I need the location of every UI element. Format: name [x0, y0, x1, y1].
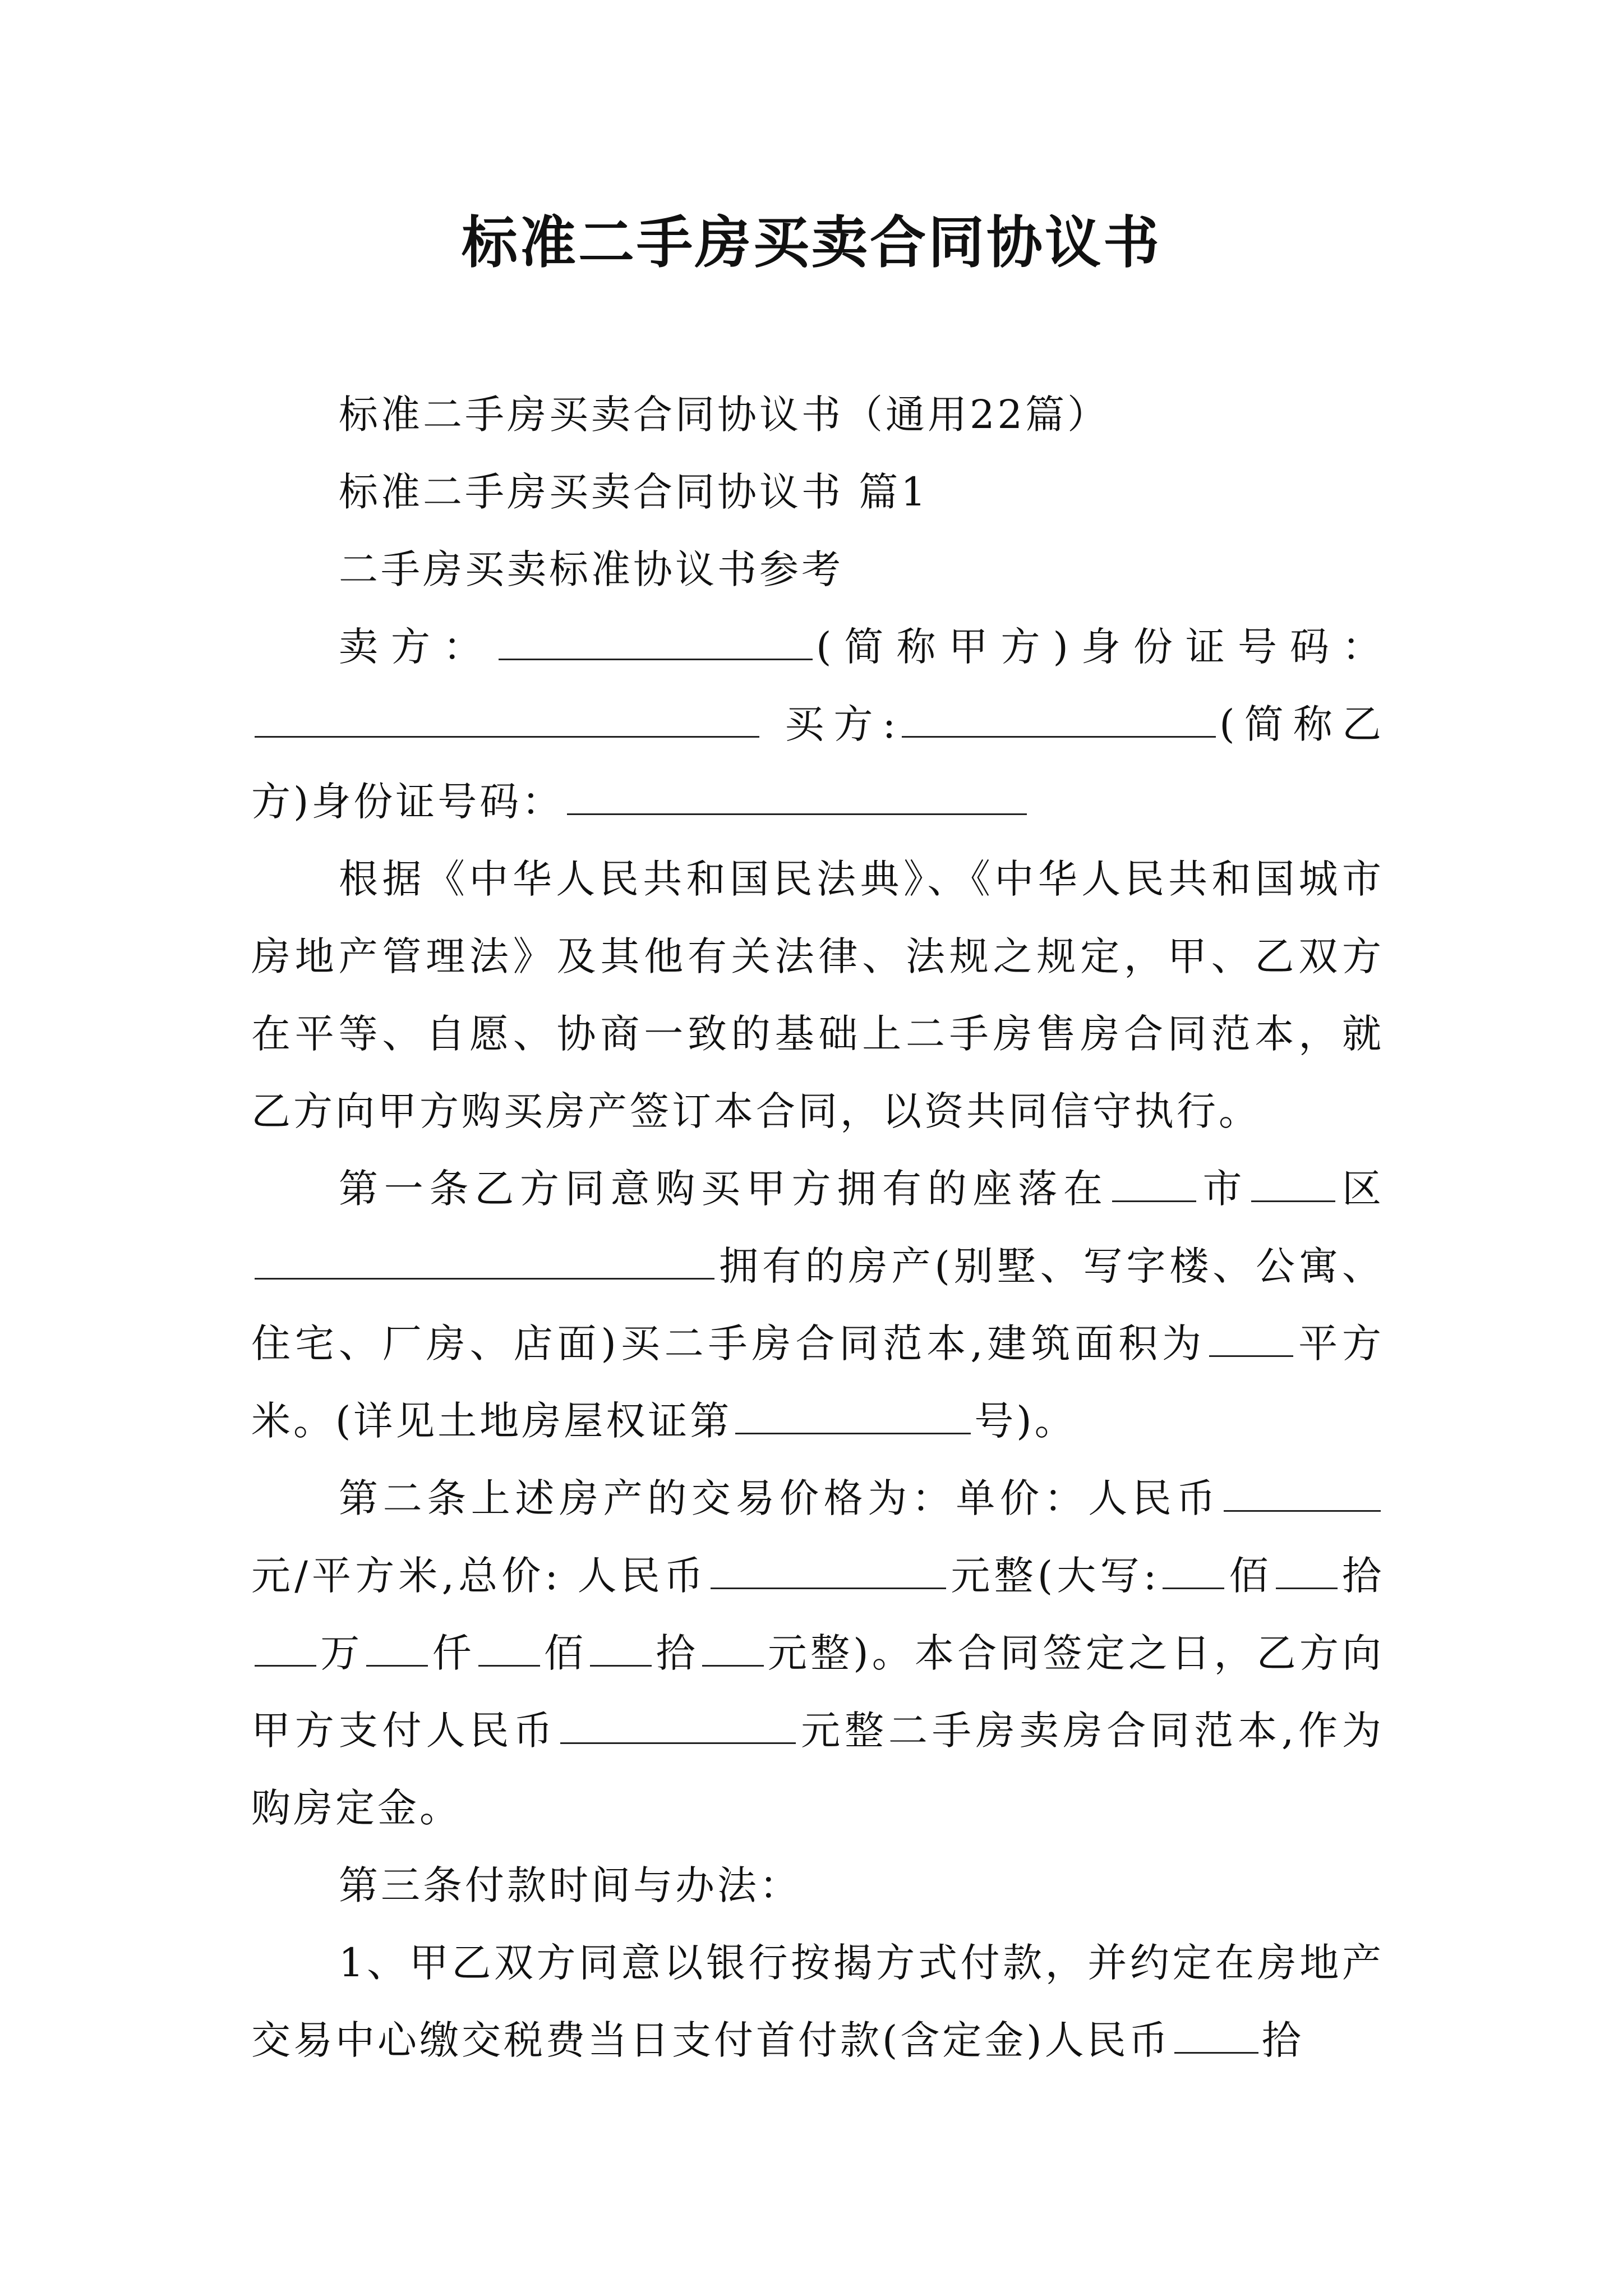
article-3-item-1 [251, 1924, 1384, 2079]
certificate-blank [735, 1400, 971, 1434]
unit-wan: 万 [320, 1630, 363, 1676]
art1-district: 区 [1339, 1166, 1384, 1212]
unit-price-blank [1224, 1478, 1381, 1512]
reference-line: 二手房买卖标准协议书参考 [339, 546, 843, 592]
art1-city: 市 [1199, 1166, 1248, 1212]
art1-text-b: 拥有的房产(别墅、写字楼、公寓、住宅、厂房、店面)买二手房合同范本,建筑面积为 [251, 1243, 1384, 1366]
bai-blank-2 [1276, 1555, 1338, 1589]
deposit-blank [560, 1710, 796, 1744]
document-title: 标准二手房买卖合同协议书 [462, 209, 1161, 275]
seller-label: 卖方： [339, 624, 496, 670]
id-label: 身份证号码： [311, 779, 564, 825]
parties-paragraph [251, 608, 1384, 840]
seller-blank [499, 626, 813, 660]
shi-blank [255, 1632, 316, 1667]
art2-text-c: 元整(大写: [949, 1553, 1160, 1599]
buyer-abbr: (简称乙方) [251, 701, 1384, 825]
article-3-heading: 第三条付款时间与办法： [339, 1862, 801, 1908]
bai-blank [1163, 1555, 1224, 1589]
unit-qian: 仟 [431, 1630, 475, 1676]
document-body [251, 376, 1384, 2079]
article-2 [251, 1460, 1384, 1847]
art3-item1-text: 1、甲乙双方同意以银行按揭方式付款，并约定在房地产交易中心缴交税费当日支付首付款(含定金)人民币 [251, 1940, 1384, 2063]
preamble-paragraph: 根据《中华人民共和国民法典》、《中华人民共和国城市房地产管理法》及其他有关法律、法规之规定，甲、乙双方在平等、自愿、协商一致的基础上二手房售房合同范本，就乙方向甲方购买房产签订本合同，以资共同信守执行。 [251, 856, 1384, 1134]
art3-item1-tail: 拾 [1261, 2017, 1304, 2063]
article-1 [251, 1150, 1384, 1460]
unit-shi: 拾 [1340, 1553, 1385, 1599]
seller-id-blank [255, 703, 759, 738]
buyer-id-blank [567, 781, 1027, 815]
city-blank [1112, 1168, 1196, 1202]
art2-text-a: 第二条上述房产的交易价格为：单价：人民币 [339, 1475, 1220, 1521]
unit-shi-2: 拾 [655, 1630, 699, 1676]
buyer-blank [902, 703, 1216, 738]
subtitle: 标准二手房买卖合同协议书（通用22篇） [339, 392, 1110, 438]
total-price-blank [711, 1555, 946, 1589]
art2-text-b: 元/平方米,总价: 人民币 [251, 1553, 708, 1599]
shi-blank-2 [702, 1632, 764, 1667]
art2-text-e: 元整二手房卖房合同范本,作为购房定金。 [251, 1708, 1384, 1831]
bai-blank-3 [590, 1632, 652, 1667]
seller-abbr: (简称甲方)身份证号码： [816, 624, 1385, 670]
down-payment-blank [1174, 2019, 1258, 2054]
area-blank [1209, 1323, 1293, 1357]
qian-blank [478, 1632, 540, 1667]
art1-text-a: 第一条乙方同意购买甲方拥有的座落在 [339, 1166, 1109, 1212]
art2-text-d: 元整)。本合同签定之日，乙方向甲方支付人民币 [251, 1630, 1385, 1754]
art1-text-d: 号)。 [974, 1398, 1077, 1444]
wan-blank [366, 1632, 428, 1667]
buyer-label: 买方: [785, 701, 899, 747]
city-blank-2 [1251, 1168, 1335, 1202]
art1-text-c: 平方米。(详见土地房屋权证第 [251, 1320, 1384, 1444]
unit-bai-2: 佰 [543, 1630, 587, 1676]
unit-bai: 佰 [1228, 1553, 1272, 1599]
part-heading: 标准二手房买卖合同协议书 篇1 [339, 469, 929, 515]
district-blank [255, 1245, 714, 1280]
